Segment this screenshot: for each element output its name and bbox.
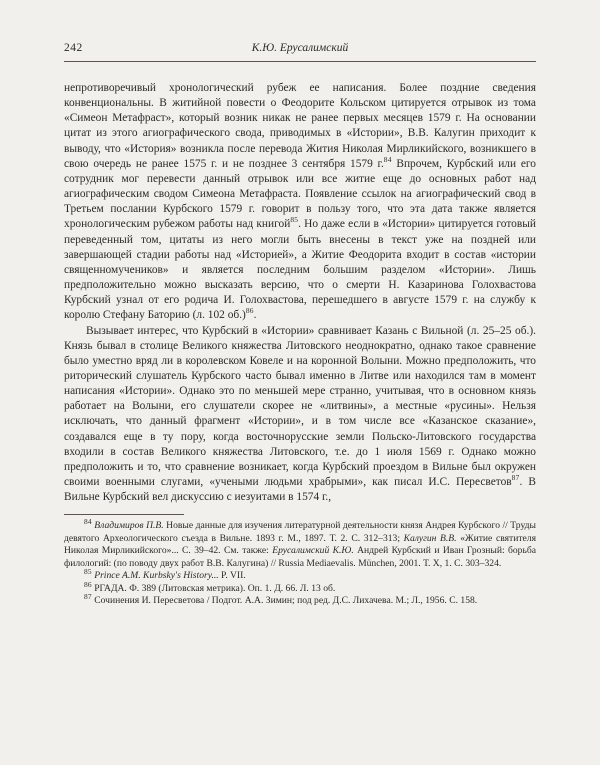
footnote bbox=[64, 591, 536, 607]
text-run: Вызывает интерес, что Курбский в «Истории» сравнивает Казань с Вильной (л. 25–25 об.). Князь бывал в столице Великого княжества Литовского неоднократно, однако такое сравнение было уместно вряд ли в королевском Ковеле и на коронной Волыни. Можно предположить, что риторический слушатель Курбского часто бывал именно в Литве или находился там в момент написания «Истории». Однако это по меньшей мере странно, учитывая, что в основном князь работает на Волыни, его слушатели скорее не «литвины», а местные «русины». Нельзя исключать, что данный фрагмент «Истории», и в том числе все «Казанское сказание», создавался еще в ту пору, когда восточнорусские земли Польско-Литовского государства входили в состав Великого княжества Литовского, т.е. до 1 июля 1569 г. Однако можно предположить и то, что сравнение возникает, когда Курбский проездом в Вильне был окружен своими военными слугами, «учеными людьми храбрыми», как писал И.С. Пересветов bbox=[64, 324, 536, 489]
text-run: Prince A.M. Kurbsky's History... bbox=[94, 570, 219, 582]
text-run: P. VII. bbox=[218, 570, 246, 582]
text-run: . Но даже если в «Истории» цитируется готовый переведенный том, цитаты из него могли быть внесены в текст уже на поздней или завершающей стадии работы над «Историей», а Житие Феодорита входит в состав «истории священномучеников» и является последним большим разделом «Истории». Лишь предположительно можно высказать версию, что о смерти Н. Казаринова Голохвастова Курбский узнал от его родича И. Голохвастова, перешедшего в августе 1579 г. на службу к королю Стефану Баторию (л. 102 об.) bbox=[64, 218, 536, 322]
text-run: Новые данные для изучения литературной деятельности князя Андрея Курбского // Труды девятого Археологического съезда в Вильне. 1893 г. М., 1897. Т. 2. С. 312–313; bbox=[64, 520, 536, 544]
footnote bbox=[64, 567, 536, 582]
text-run: Ерусалимский К.Ю. bbox=[272, 545, 354, 557]
body-paragraph bbox=[64, 324, 536, 506]
page-header bbox=[64, 42, 536, 58]
footnotes bbox=[64, 517, 536, 607]
text-run: . В Вильне Курбский вел дискуссию с иезуитами в 1574 г., bbox=[64, 476, 536, 504]
footnote bbox=[64, 517, 536, 570]
text-run: непротиворечивый хронологический рубеж ее написания. Более поздние сведения конвенциональны. В житийной повести о Феодорите Кольском цитируется отрывок из тома «Симеон Метафраст», который возник никак не ранее первых месяцев 1579 г. На основании цитат из этого агиографического свода, приводимых в «Истории», В.В. Калугин приходит к выводу, что «История» возникла после перевода Жития Николая Мирликийского, возникшего в свою очередь не ранее 1575 г. и не позднее 3 сентября 1579 г. bbox=[64, 82, 536, 170]
header-rule bbox=[64, 61, 536, 62]
body-text bbox=[64, 81, 536, 505]
text-run: . bbox=[253, 309, 257, 322]
text-run: Калугин В.В. bbox=[403, 532, 457, 544]
footnote-ref: 86 bbox=[245, 306, 254, 316]
text-run: Андрей Курбский и Иван Грозный: борьба филологий: (по поводу двух работ В.В. Калугина) // Russia Mediaevalis. München, 2001. Т. X, 1. С. 303–324. bbox=[64, 545, 536, 569]
footnote bbox=[64, 579, 536, 595]
footnote-ref: 85 bbox=[290, 215, 299, 225]
footnote-ref: 87 bbox=[511, 473, 520, 483]
text-run: «Житие святителя Николая Мирликийского»... С. 39–42. См. также: bbox=[64, 532, 536, 557]
footnote-separator bbox=[64, 514, 184, 515]
body-paragraph bbox=[64, 81, 536, 324]
footnote-ref: 86 bbox=[84, 579, 92, 589]
footnote-ref: 84 bbox=[383, 154, 392, 164]
footnote-ref: 84 bbox=[84, 517, 92, 527]
text-run: РГАДА. Ф. 389 (Литовская метрика). Оп. 1. Д. 66. Л. 13 об. bbox=[91, 582, 336, 594]
page-number: 242 bbox=[64, 42, 83, 54]
footnote-ref: 87 bbox=[84, 591, 92, 601]
text-run: Впрочем, Курбский или его сотрудник мог перевести данный отрывок или все житие еще до основных работ над агиографическим сводом Симеона Метафраста. Появление ссылок на агиографический свод в Третьем послании Курбского 1579 г. говорит в пользу того, что эта дата также является хронологическим рубежом работы над книгой bbox=[64, 157, 536, 231]
text-run: Сочинения И. Пересветова / Подгот. А.А. Зимин; под ред. Д.С. Лихачева. М.; Л., 1956. С. 158. bbox=[91, 595, 478, 607]
footnote-ref: 85 bbox=[84, 567, 92, 576]
text-run: Владимиров П.В. bbox=[94, 520, 164, 532]
running-title: К.Ю. Ерусалимский bbox=[251, 42, 349, 54]
